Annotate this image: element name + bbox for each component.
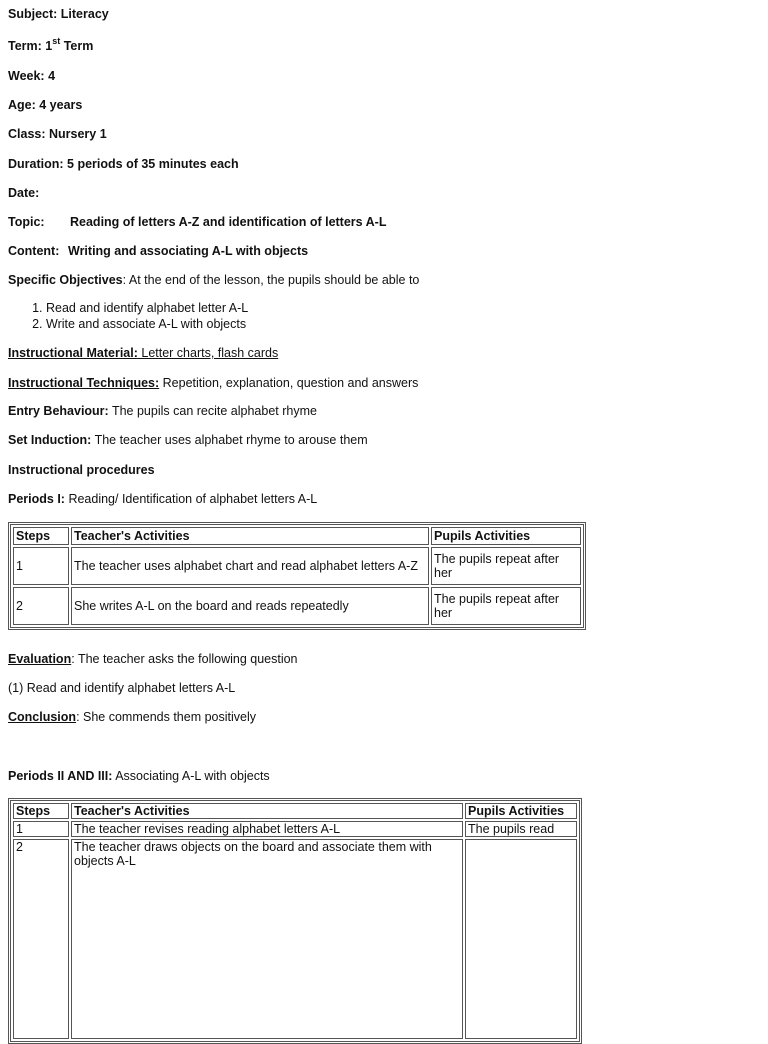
header-steps: Steps	[13, 803, 69, 819]
cell-teacher: The teacher draws objects on the board and associate them with objects A-L	[71, 839, 463, 1039]
week-line: Week: 4	[8, 69, 56, 83]
table-row	[13, 547, 581, 585]
cell-pupils: The pupils repeat after her	[431, 547, 581, 585]
material-text: Letter charts, flash cards	[137, 346, 279, 360]
conclusion-text: : She commends them positively	[76, 710, 257, 724]
topic-line	[8, 215, 386, 229]
content-value: Writing and associating A-L with objects	[68, 244, 309, 258]
table-header-row	[13, 803, 577, 819]
objective-item: 1. Read and identify alphabet letter A-L	[46, 300, 248, 316]
cell-step: 2	[13, 587, 69, 625]
table-row	[13, 839, 577, 1039]
cell-step: 1	[13, 821, 69, 837]
table-row	[13, 821, 577, 837]
header-pupils: Pupils Activities	[465, 803, 577, 819]
entry-label: Entry Behaviour:	[8, 404, 109, 418]
period2-text: Associating A-L with objects	[112, 769, 270, 783]
topic-value: Reading of letters A-Z and identification of letters A-L	[70, 215, 387, 229]
induction-line	[8, 433, 368, 447]
objectives-list	[8, 300, 248, 332]
date-line: Date:	[8, 186, 40, 200]
term-superscript: st	[52, 35, 61, 46]
cell-teacher: She writes A-L on the board and reads repeatedly	[71, 587, 429, 625]
term-line	[8, 35, 94, 53]
duration-line: Duration: 5 periods of 35 minutes each	[8, 157, 239, 171]
subject-line: Subject: Literacy	[8, 7, 109, 21]
techniques-text: Repetition, explanation, question and answers	[159, 376, 419, 390]
cell-teacher: The teacher uses alphabet chart and read alphabet letters A-Z	[71, 547, 429, 585]
evaluation-text: : The teacher asks the following question	[71, 652, 298, 666]
term-suffix: Term	[60, 39, 94, 53]
question-line: (1) Read and identify alphabet letters A-L	[8, 681, 236, 695]
objectives-line	[8, 273, 419, 287]
material-line	[8, 346, 278, 360]
entry-text: The pupils can recite alphabet rhyme	[108, 404, 317, 418]
cell-step: 1	[13, 547, 69, 585]
class-line: Class: Nursery 1	[8, 127, 107, 141]
induction-text: The teacher uses alphabet rhyme to arouse them	[91, 433, 368, 447]
conclusion-line	[8, 710, 256, 724]
topic-label: Topic:	[8, 215, 45, 229]
term-prefix: Term: 1	[8, 39, 53, 53]
entry-line	[8, 404, 317, 418]
evaluation-label: Evaluation	[8, 652, 72, 666]
period2-label: Periods II AND III:	[8, 769, 113, 783]
cell-pupils: The pupils repeat after her	[431, 587, 581, 625]
period1-label: Periods I:	[8, 492, 65, 506]
conclusion-label: Conclusion	[8, 710, 77, 724]
material-label: Instructional Material:	[8, 346, 138, 360]
age-line: Age: 4 years	[8, 98, 83, 112]
header-pupils: Pupils Activities	[431, 527, 581, 545]
techniques-line	[8, 376, 418, 390]
period1-text: Reading/ Identification of alphabet letters A-L	[64, 492, 318, 506]
header-steps: Steps	[13, 527, 69, 545]
objective-item: 2. Write and associate A-L with objects	[46, 316, 248, 332]
content-line	[8, 244, 308, 258]
cell-pupils: The pupils read	[465, 821, 577, 837]
evaluation-line	[8, 652, 298, 666]
period1-line	[8, 492, 317, 506]
table-header-row	[13, 527, 581, 545]
objectives-text: : At the end of the lesson, the pupils should be able to	[122, 273, 420, 287]
procedures-heading: Instructional procedures	[8, 463, 155, 477]
induction-label: Set Induction:	[8, 433, 92, 447]
header-teacher: Teacher's Activities	[71, 803, 463, 819]
header-teacher: Teacher's Activities	[71, 527, 429, 545]
cell-pupils	[465, 839, 577, 1039]
objectives-label: Specific Objectives	[8, 273, 123, 287]
cell-teacher: The teacher revises reading alphabet letters A-L	[71, 821, 463, 837]
period2-line	[8, 769, 270, 783]
content-label: Content:	[8, 244, 60, 258]
period1-table	[8, 522, 586, 630]
period2-table	[8, 798, 582, 1044]
table-row	[13, 587, 581, 625]
techniques-label: Instructional Techniques:	[8, 376, 160, 390]
cell-step: 2	[13, 839, 69, 1039]
